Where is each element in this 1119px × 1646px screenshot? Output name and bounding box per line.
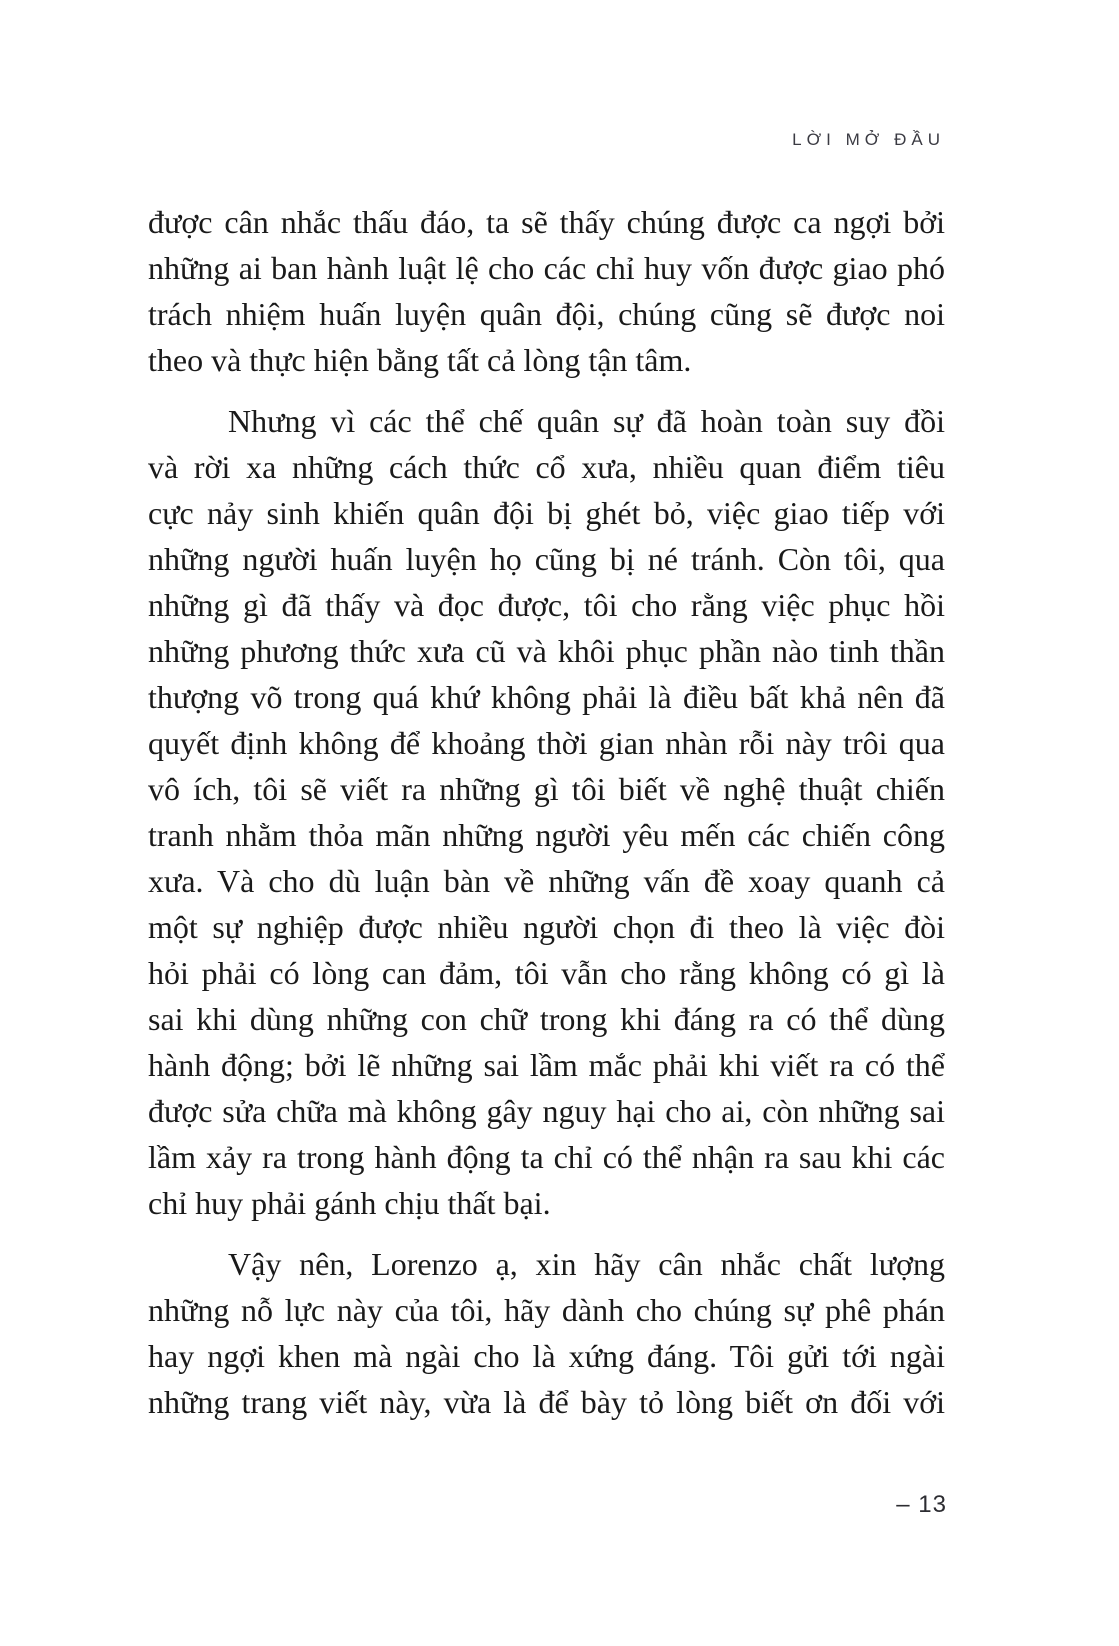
text-line: và rời xa những cách thức cổ xưa, nhiều quan điểm tiêu bbox=[148, 449, 945, 485]
text-line: những ai ban hành luật lệ cho các chỉ huy vốn được giao phó bbox=[148, 250, 945, 286]
page-body bbox=[148, 199, 945, 1425]
text-line: những người huấn luyện họ cũng bị né tránh. Còn tôi, qua bbox=[148, 541, 945, 577]
text-line: xưa. Và cho dù luận bàn về những vấn đề xoay quanh cả bbox=[148, 863, 945, 899]
text-line: tranh nhằm thỏa mãn những người yêu mến các chiến công bbox=[148, 817, 945, 853]
text-line: những phương thức xưa cũ và khôi phục phần nào tinh thần bbox=[148, 633, 945, 669]
text-line: quyết định không để khoảng thời gian nhàn rỗi này trôi qua bbox=[148, 725, 945, 761]
text-line: được cân nhắc thấu đáo, ta sẽ thấy chúng được ca ngợi bởi bbox=[148, 204, 945, 240]
text-line: hay ngợi khen mà ngài cho là xứng đáng. Tôi gửi tới ngài bbox=[148, 1338, 945, 1374]
text-line: hỏi phải có lòng can đảm, tôi vẫn cho rằng không có gì là bbox=[148, 955, 945, 991]
page-number-dash: – bbox=[896, 1491, 911, 1518]
text-line: theo và thực hiện bằng tất cả lòng tận tâm. bbox=[148, 342, 692, 378]
text-line: trách nhiệm huấn luyện quân đội, chúng cũng sẽ được noi bbox=[148, 296, 945, 332]
running-header: LỜI MỞ ĐẦU bbox=[792, 130, 945, 149]
text-line: Nhưng vì các thể chế quân sự đã hoàn toàn suy đồi bbox=[228, 403, 945, 439]
paragraph bbox=[148, 1241, 945, 1425]
text-line: thượng võ trong quá khứ không phải là điều bất khả nên đã bbox=[148, 679, 945, 715]
text-line: Vậy nên, Lorenzo ạ, xin hãy cân nhắc chất lượng bbox=[228, 1246, 945, 1282]
text-line: chỉ huy phải gánh chịu thất bại. bbox=[148, 1185, 551, 1221]
paragraph bbox=[148, 398, 945, 1226]
text-line: một sự nghiệp được nhiều người chọn đi theo là việc đòi bbox=[148, 909, 945, 945]
paragraph bbox=[148, 199, 945, 383]
text-line: những gì đã thấy và đọc được, tôi cho rằng việc phục hồi bbox=[148, 587, 945, 623]
page-number bbox=[896, 1491, 947, 1519]
text-line: cực nảy sinh khiến quân đội bị ghét bỏ, việc giao tiếp với bbox=[148, 495, 945, 531]
text-line: vô ích, tôi sẽ viết ra những gì tôi biết về nghệ thuật chiến bbox=[148, 771, 945, 807]
text-line: được sửa chữa mà không gây nguy hại cho ai, còn những sai bbox=[148, 1093, 945, 1129]
text-line: hành động; bởi lẽ những sai lầm mắc phải khi viết ra có thể bbox=[148, 1047, 945, 1083]
text-line: những trang viết này, vừa là để bày tỏ lòng biết ơn đối với bbox=[148, 1384, 945, 1420]
text-line: sai khi dùng những con chữ trong khi đáng ra có thể dùng bbox=[148, 1001, 945, 1037]
text-line: lầm xảy ra trong hành động ta chỉ có thể nhận ra sau khi các bbox=[148, 1139, 945, 1175]
page-number-value: 13 bbox=[918, 1491, 947, 1518]
text-line: những nỗ lực này của tôi, hãy dành cho chúng sự phê phán bbox=[148, 1292, 945, 1328]
